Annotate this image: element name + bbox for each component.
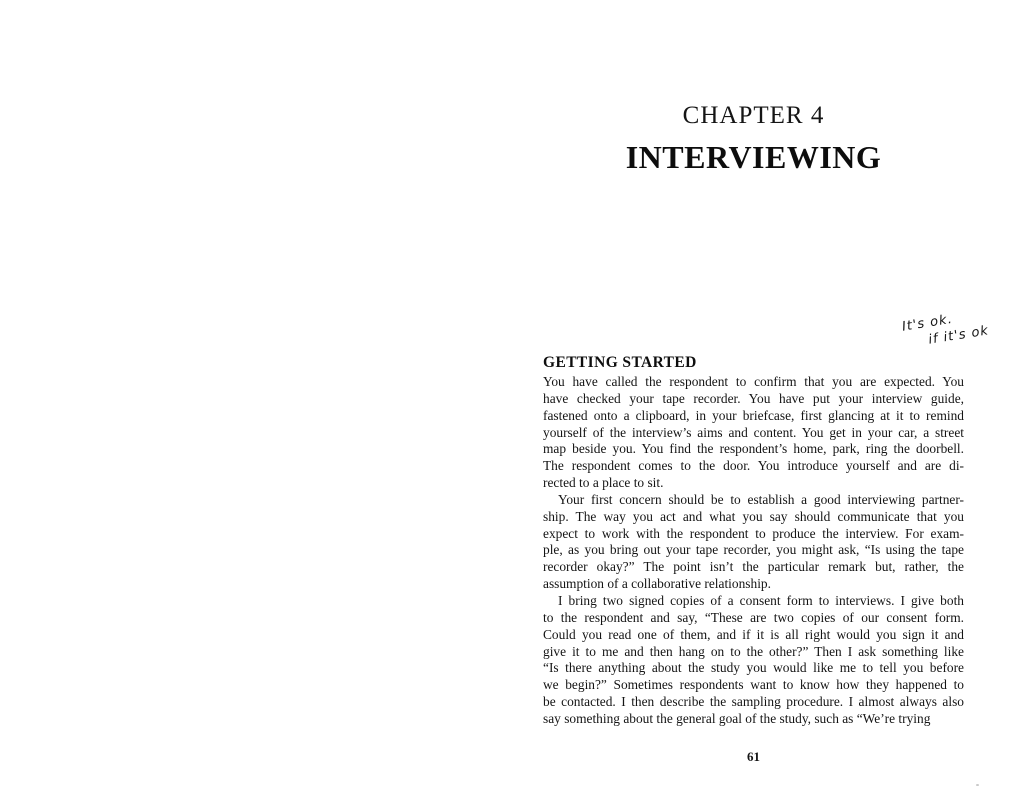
section-heading: GETTING STARTED (543, 354, 697, 371)
text-line: be contacted. I then describe the sampling procedure. I almost always also (543, 694, 964, 710)
text-line: to the respondent and say, “These are two copies of our consent form. (543, 609, 964, 625)
chapter-label: CHAPTER 4 (682, 102, 825, 129)
scan-artifact-speck (976, 784, 979, 786)
text-line: yourself of the interview’s aims and content. You get in your car, a street (543, 424, 964, 440)
text-line: give it to me and then hang on to the other?” Then I ask something like (543, 643, 964, 659)
annotation-line-2: if it's ok (927, 323, 990, 348)
annotation-line-1: It's ok. (901, 311, 954, 335)
page-number: 61 (747, 749, 760, 764)
text-column (543, 0, 990, 791)
text-line: say something about the general goal of the study, such as “We’re trying (543, 710, 931, 726)
text-line: recorder okay?” The point isn’t the particular remark but, rather, the (543, 559, 964, 575)
paragraph (543, 492, 964, 593)
paragraph (543, 374, 964, 492)
text-line: You have called the respondent to confirm that you are expected. You (543, 374, 964, 389)
chapter-title: INTERVIEWING (625, 139, 882, 175)
text-line: have checked your tape recorder. You have put your interview guide, (543, 390, 964, 406)
text-line: rected to a place to sit. (543, 475, 664, 491)
text-line: I bring two signed copies of a consent form to interviews. I give both (558, 592, 964, 608)
text-line: map beside you. You find the respondent’s home, park, ring the doorbell. (543, 441, 964, 457)
text-line: assumption of a collaborative relationship. (543, 576, 771, 592)
text-line: Could you read one of them, and if it is all right would you sign it and (543, 626, 964, 642)
text-line: fastened onto a clipboard, in your briefcase, first glancing at it to remind (543, 407, 964, 423)
text-line: ple, as you bring out your tape recorder, you might ask, “Is using the tape (543, 542, 964, 558)
text-line: ship. The way you act and what you say should communicate that you (543, 508, 964, 524)
paragraph (543, 593, 964, 728)
text-line: expect to work with the respondent to produce the interview. For exam- (543, 525, 964, 541)
text-line: “Is there anything about the study you would like me to tell you before (543, 660, 964, 676)
text-line: we begin?” Sometimes respondents want to know how they happened to (543, 677, 964, 693)
text-line: The respondent comes to the door. You introduce yourself and are di- (543, 458, 964, 474)
handwritten-annotation (901, 306, 990, 353)
text-line: Your first concern should be to establish a good interviewing partner- (558, 491, 964, 507)
body-text (543, 374, 964, 728)
